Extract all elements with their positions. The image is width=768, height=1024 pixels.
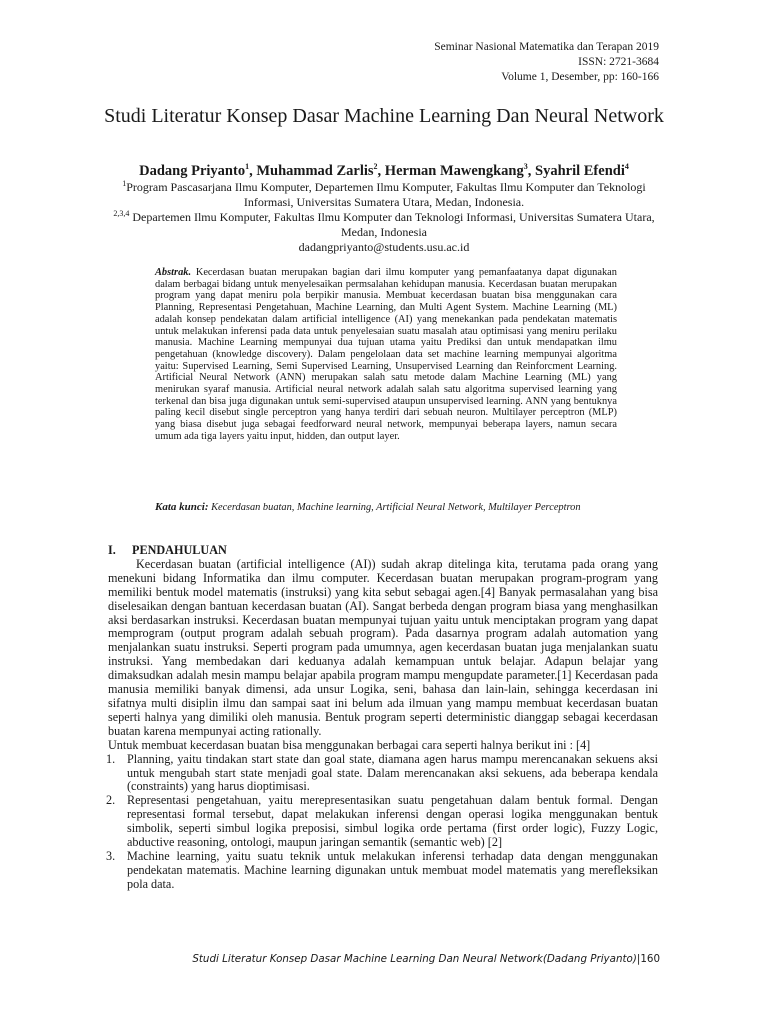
header-conference: Seminar Nasional Matematika dan Terapan 2019 xyxy=(434,41,659,53)
list-intro: Untuk membuat kecerdasan buatan bisa menggunakan berbagai cara seperti halnya berikut ini : [4] xyxy=(108,737,591,752)
running-header xyxy=(434,40,659,85)
list-item-number: 3. xyxy=(106,848,116,863)
author-name: Muhammad Zarlis xyxy=(256,163,374,179)
affiliation-1 xyxy=(100,180,668,210)
abstract-label: Abstrak. xyxy=(155,267,192,278)
affiliation-text: Departemen Ilmu Komputer, Fakultas Ilmu Komputer dan Teknologi Informasi, Universitas Sumatera Utara, Medan, Indonesia xyxy=(129,210,655,239)
author-list xyxy=(100,162,668,180)
list-item xyxy=(108,850,658,892)
page-number: 160 xyxy=(640,953,660,965)
abstract-text: Kecerdasan buatan merupakan bagian dari ilmu komputer yang pemanfaatanya dapat digunakan dalam berbagai bidang untuk menyelesaikan permsalahan kehidupan manusia. Kecerdasan buatan merupakan program yang dapat meniru pola berpikir manusia. Membuat kecerdasan buatan bisa menggunakan cara Planning, Representasi Pengetahuan, Machine Learning, dan Multi Agent System. Machine Learning (ML) adalah konsep pendekatan dalam artificial intelligence (AI) yang menekankan pada pendekatan matematis untuk melakukan inferensi pada data untuk penyelesaian suatu masalah atau optimisasi yang meniru perilaku manusia. Machine Learning mempunyai dua tujuan utama yaitu Prediksi dan untuk mendapatkan ilmu pengetahuan (knowledge discovery). Dalam pengelolaan data set machine learning mempunyai algoritma yaitu: Supervised Learning, Semi Supervised Learning, Unsupervised Learning dan Reinforcment Learning. Artificial Neural Network (ANN) merupakan salah satu metode dalam Machine Learning (ML) yang menirukan syaraf manusia. Artificial neural network adalah salah satu algoritma supervised learning yang terkenal dan bisa juga digunakan untuk semi-supervised ataupun unsupervised learning. ANN yang bentuknya paling kecil disebut single perceptron yang hanya terdiri dari sebuah neuron. Multilayer perceptron (MLP) yang biasa disebut juga sebagai feedforward neural network, mempunyai beberapa layers, namun secara umum ada tiga layers yaitu input, hidden, dan output layer. xyxy=(155,267,617,442)
affiliation-text: Program Pascasarjana Ilmu Komputer, Departemen Ilmu Komputer, Fakultas Ilmu Komputer dan Teknologi Informasi, Universitas Sumatera Utara, Medan, Indonesia. xyxy=(126,180,646,209)
keywords-label: Kata kunci: xyxy=(155,501,209,513)
list-item-number: 2. xyxy=(106,793,116,808)
author-name: Dadang Priyanto xyxy=(139,163,246,179)
affiliation-2 xyxy=(100,210,668,240)
author-separator: , xyxy=(377,163,385,179)
list-item xyxy=(108,794,658,850)
affiliation-mark: 1 xyxy=(122,179,127,188)
author-affil-mark: 1 xyxy=(245,162,250,172)
author-separator: , xyxy=(527,163,536,179)
paper-title: Studi Literatur Konsep Dasar Machine Learning Dan Neural Network xyxy=(104,105,664,127)
method-list xyxy=(108,753,658,892)
keywords-text: Kecerdasan buatan, Machine learning, Artificial Neural Network, Multilayer Perceptron xyxy=(208,502,581,513)
list-item-number: 1. xyxy=(106,751,116,766)
footer-title: Studi Literatur Konsep Dasar Machine Learning Dan Neural Network(Dadang Priyanto) xyxy=(192,953,637,965)
author-email: dadangpriyanto@students.usu.ac.id xyxy=(298,240,470,254)
list-item-text: Planning, yaitu tindakan start state dan goal state, diamana agen harus mampu merencanakan sekuens aksi untuk mengubah start state menjadi goal state. Dalam merencanakan aksi sekuens, ada beberapa kendala (constraints) yang harus dioptimisasi. xyxy=(127,751,658,794)
section-title: PENDAHULUAN xyxy=(132,543,227,557)
author-affil-mark: 3 xyxy=(523,162,528,172)
author-affil-mark: 4 xyxy=(624,162,629,172)
author-name: Herman Mawengkang xyxy=(384,163,524,179)
author-separator: , xyxy=(249,163,257,179)
list-item-text: Representasi pengetahuan, yaitu merepresentasikan suatu pengetahuan dalam bentuk formal. Dengan representasi formal tersebut, dapat melakukan inferensi dengan operasi logika menggunakan bentuk simbolik, seperti simbul logika preposisi, simbul logika orde pertama (first order logic), Fuzzy Logic, abductive reasoning, ontologi, maupun jaringan semantik (semantic web) [2] xyxy=(127,793,658,850)
list-item xyxy=(108,753,658,795)
section-number: I. xyxy=(108,543,116,557)
keywords xyxy=(155,501,617,514)
running-footer xyxy=(192,953,660,966)
body-text xyxy=(108,544,658,892)
author-name: Syahril Efendi xyxy=(535,163,625,179)
author-affil-mark: 2 xyxy=(373,162,378,172)
header-volume: Volume 1, Desember, pp: 160-166 xyxy=(501,71,659,83)
abstract xyxy=(155,267,617,443)
body-paragraph: Kecerdasan buatan (artificial intelligence (AI)) sudah akrap ditelinga kita, terutama pada orang yang menekuni bidang Informatika dan ilmu computer. Kecerdasan buatan merupakan program-program yang memiliki bentuk model matematis (instruksi) yang kita sebut sebagai agen.[4] Banyak permasalahan yang bisa diselesaikan dengan bantuan kecerdasan buatan (AI). Sangat berbeda dengan program biasa yang menghasilkan aksi berdasarkan instruksi. Kecerdasan buatan mempunyai tujuan yaitu untuk menciptakan program yang dapat memprogram (output program adalah sebuah program). Pada dasarnya program adalah automation yang menjalankan suatu instruksi. Seperti program pada umumnya, agen kecerdasan buatan juga menjalankan suatu instruksi. Yang membedakan dari keduanya adalah kemampuan untuk belajar. Adapun belajar yang dimaksudkan adalah mesin mampu belajar apabila program mampu mengupdate parameter.[1] Kecerdasan pada manusia memiliki banyak dimensi, ada unsur Logika, seni, bahasa dan lain-lain, sehingga kecerdasan ini sifatnya multi disiplin ilmu dan sampai saat ini belum ada ilmuan yang mampu membuat kecerdasan buatan seperti halnya yang dimiliki oleh manusia. Bentuk program seperti deterministic dianggap sebagai kecerdasan buatan karena mempunyai acting rationally. xyxy=(108,556,658,738)
list-item-text: Machine learning, yaitu suatu teknik untuk melakukan inferensi terhadap data dengan menggunakan pendekatan matematis. Machine learning digunakan untuk membuat model matematis yang merefleksikan pola data. xyxy=(127,848,658,891)
header-issn: ISSN: 2721-3684 xyxy=(578,56,659,68)
affiliation-mark: 2,3,4 xyxy=(113,209,130,218)
section-heading xyxy=(108,544,658,558)
footer-separator: | xyxy=(636,953,641,965)
